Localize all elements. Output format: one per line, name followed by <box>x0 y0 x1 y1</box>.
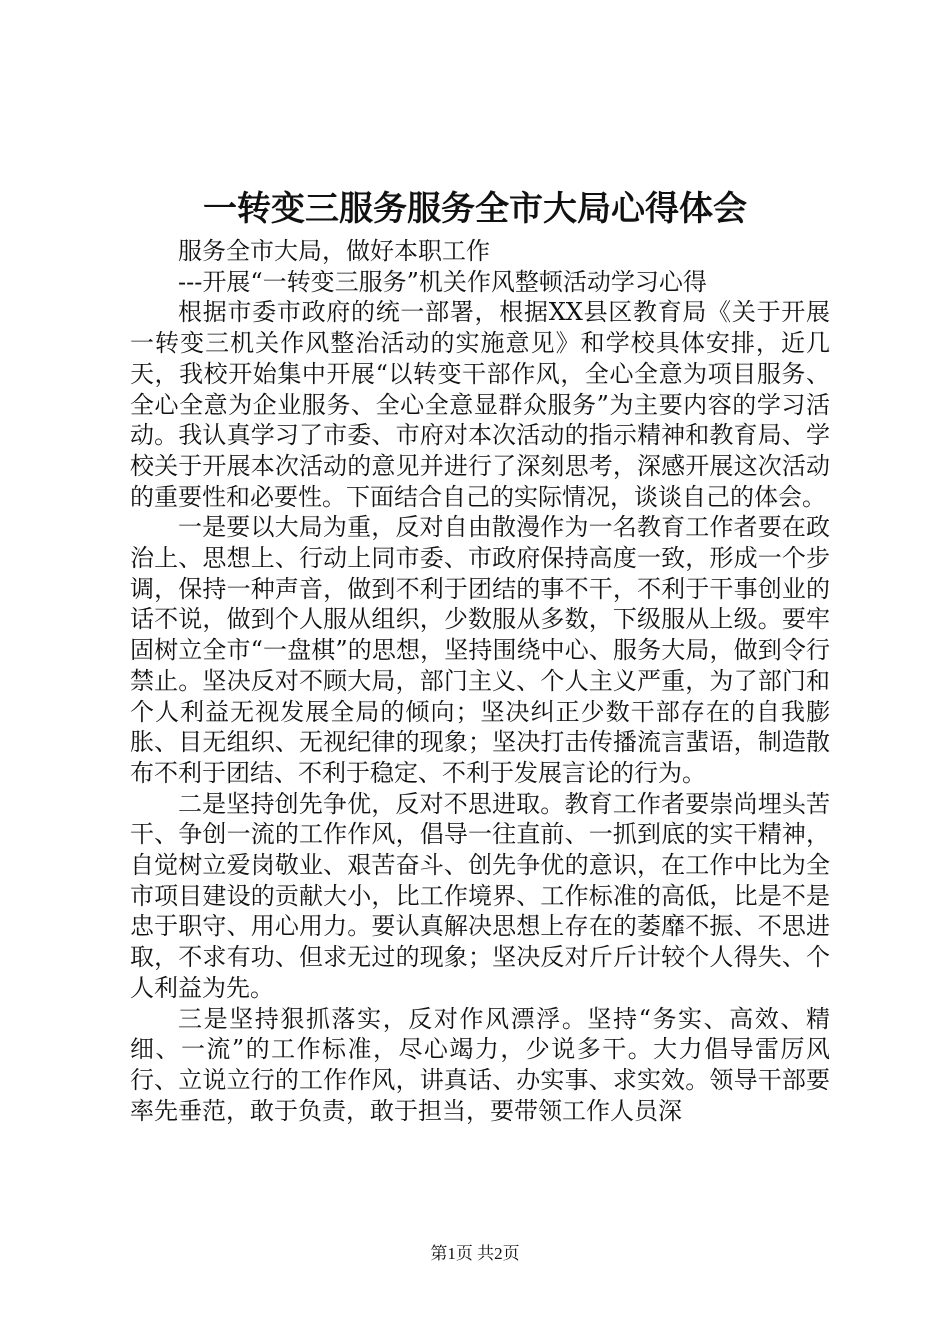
body-paragraph: 一是要以大局为重，反对自由散漫作为一名教育工作者要在政治上、思想上、行动上同市委、市政府保持高度一致，形成一个步调，保持一种声音，做到不利于团结的事不干，不利于干事创业的话不说，做到个人服从组织，少数服从多数，下级服从上级。要牢固树立全市“一盘棋”的思想，坚持围绕中心、服务大局，做到令行禁止。坚决反对不顾大局，部门主义、个人主义严重，为了部门和个人利益无视发展全局的倾向；坚决纠正少数干部存在的自我膨胀、目无组织、无视纪律的现象；坚决打击传播流言蜚语，制造散布不利于团结、不利于稳定、不利于发展言论的行为。 <box>130 513 830 787</box>
body-paragraph: 三是坚持狠抓落实，反对作风漂浮。坚持“务实、高效、精细、一流”的工作标准，尽心竭力，少说多干。大力倡导雷厉风行、立说立行的工作作风，讲真话、办实事、求实效。领导干部要率先垂范，敢于负责，敢于担当，要带领工作人员深 <box>130 1004 830 1125</box>
body-paragraph: 二是坚持创先争优，反对不思进取。教育工作者要崇尚埋头苦干、争创一流的工作作风，倡导一往直前、一抓到底的实干精神，自觉树立爱岗敬业、艰苦奋斗、创先争优的意识，在工作中比为全市项目建设的贡献大小，比工作境界、工作标准的高低，比是不是忠于职守、用心用力。要认真解决思想上存在的萎靡不振、不思进取，不求有功、但求无过的现象；坚决反对斤斤计较个人得失、个人利益为先。 <box>130 789 830 1002</box>
body-paragraph: 根据市委市政府的统一部署，根据XX县区教育局《关于开展一转变三机关作风整治活动的实施意见》和学校具体安排，近几天，我校开始集中开展“以转变干部作风，全心全意为项目服务、全心全意为企业服务、全心全意显群众服务”为主要内容的学习活动。我认真学习了市委、市府对本次活动的指示精神和教育局、学校关于开展本次活动的意见并进行了深刻思考，深感开展这次活动的重要性和必要性。下面结合自己的实际情况，谈谈自己的体会。 <box>130 298 830 511</box>
document-body <box>130 236 830 1126</box>
subtitle-line: 服务全市大局，做好本职工作 <box>178 237 490 265</box>
subtitle-line: ---开展“一转变三服务”机关作风整顿活动学习心得 <box>178 267 707 296</box>
page-footer: 第1页 共2页 <box>430 1244 520 1263</box>
document-title: 一转变三服务服务全市大局心得体会 <box>203 189 747 229</box>
